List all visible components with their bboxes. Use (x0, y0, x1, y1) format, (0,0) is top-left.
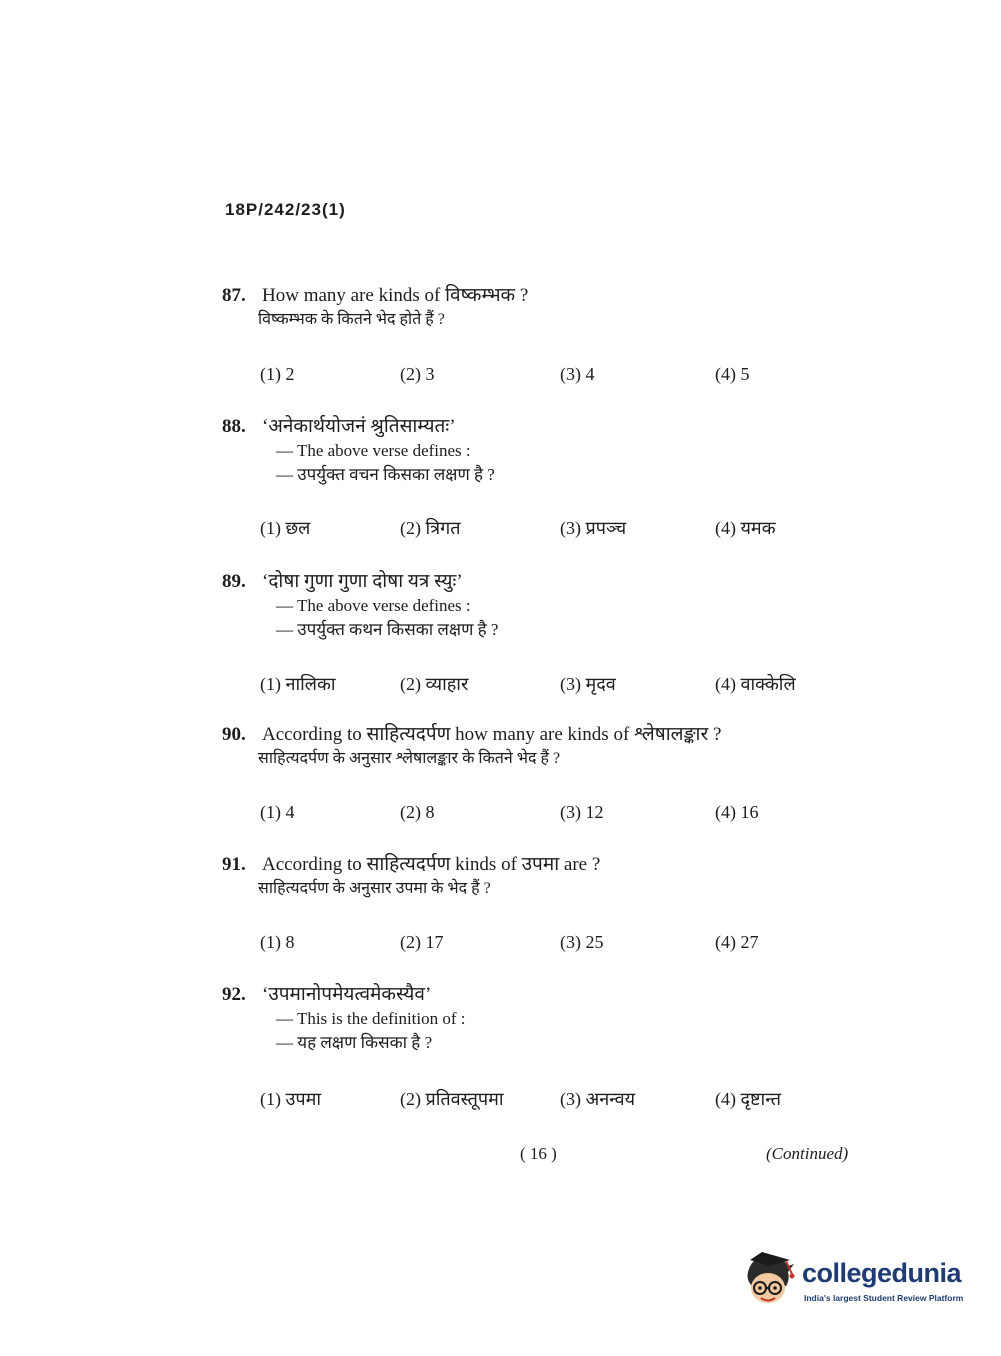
paper-code: 18P/242/23(1) (225, 200, 346, 219)
option-1: (1) नालिका (260, 674, 336, 694)
option-2: (2) प्रतिवस्तूपमा (400, 1089, 504, 1109)
question-number: 87. (222, 285, 246, 306)
options-88 (260, 516, 820, 542)
option-4: (4) वाक्केलि (715, 674, 796, 694)
question-text-english: — The above verse defines : (276, 441, 471, 460)
options-92 (260, 1087, 820, 1113)
option-3: (3) अनन्वय (560, 1089, 636, 1109)
option-3: (3) 25 (560, 932, 604, 952)
option-1: (1) 8 (260, 932, 295, 952)
question-text-english: — The above verse defines : (276, 596, 471, 615)
question-text-hindi: — उपर्युक्त कथन किसका लक्षण है ? (276, 620, 499, 639)
question-87 (222, 283, 862, 332)
question-text-hindi: — उपर्युक्त वचन किसका लक्षण है ? (276, 465, 495, 484)
question-number: 91. (222, 854, 246, 875)
option-1: (1) 2 (260, 364, 295, 384)
collegedunia-logo (742, 1250, 972, 1320)
question-89 (222, 569, 862, 642)
question-number: 89. (222, 571, 246, 592)
options-90 (260, 802, 820, 828)
question-text-hindi: विष्कम्भक के कितने भेद होते हैं ? (258, 311, 445, 328)
page-number: ( 16 ) (520, 1144, 557, 1163)
question-text-english: According to साहित्यदर्पण kinds of उपमा are ? (262, 854, 601, 875)
question-verse: ‘अनेकार्थयोजनं श्रुतिसाम्यतः’ (262, 416, 456, 437)
options-89 (260, 672, 820, 698)
brand-tagline: India's largest Student Review Platform (804, 1293, 964, 1303)
option-3: (3) 12 (560, 802, 604, 822)
option-1: (1) छल (260, 518, 311, 538)
option-2: (2) 17 (400, 932, 444, 952)
option-4: (4) 27 (715, 932, 759, 952)
options-87 (260, 364, 820, 390)
option-3: (3) प्रपञ्च (560, 518, 627, 538)
option-2: (2) 8 (400, 802, 435, 822)
option-2: (2) त्रिगत (400, 518, 461, 538)
brand-name: collegedunia (802, 1258, 962, 1288)
option-4: (4) 5 (715, 364, 750, 384)
question-text-english: According to साहित्यदर्पण how many are kinds of श्लेषालङ्कार ? (262, 724, 722, 745)
question-text-english: — This is the definition of : (276, 1009, 466, 1028)
option-4: (4) दृष्टान्त (715, 1089, 782, 1109)
question-text-hindi: — यह लक्षण किसका है ? (276, 1033, 433, 1052)
option-3: (3) 4 (560, 364, 595, 384)
option-2: (2) 3 (400, 364, 435, 384)
continued-label: (Continued) (766, 1144, 849, 1163)
question-text-hindi: साहित्यदर्पण के अनुसार उपमा के भेद हैं ? (258, 880, 491, 897)
option-1: (1) उपमा (260, 1089, 322, 1109)
option-4: (4) यमक (715, 518, 776, 538)
question-number: 88. (222, 416, 246, 437)
option-3: (3) मृदव (560, 674, 616, 694)
question-verse: ‘उपमानोपमेयत्वमेकस्यैव’ (262, 984, 432, 1005)
option-2: (2) व्याहार (400, 674, 469, 694)
question-88 (222, 414, 862, 487)
question-90 (222, 722, 862, 771)
options-91 (260, 932, 820, 958)
question-91 (222, 852, 862, 901)
question-number: 92. (222, 984, 246, 1005)
question-verse: ‘दोषा गुणा गुणा दोषा यत्र स्युः’ (262, 571, 463, 592)
option-1: (1) 4 (260, 802, 295, 822)
option-4: (4) 16 (715, 802, 759, 822)
student-mascot-icon (742, 1250, 800, 1310)
question-text-hindi: साहित्यदर्पण के अनुसार श्लेषालङ्कार के कितने भेद हैं ? (258, 750, 561, 767)
question-text-english: How many are kinds of विष्कम्भक ? (262, 285, 529, 306)
question-number: 90. (222, 724, 246, 745)
question-92 (222, 982, 862, 1055)
